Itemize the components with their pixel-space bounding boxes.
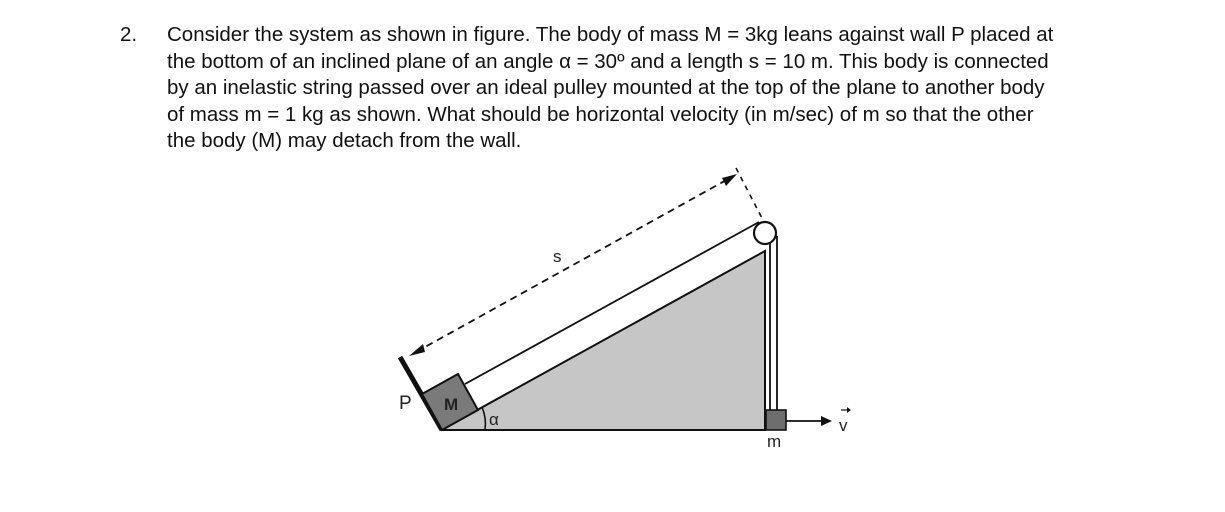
label-v: v (839, 416, 848, 435)
question-number: 2. (120, 23, 138, 46)
label-small-m: m (767, 432, 782, 451)
question-line: by an inelastic string passed over an ideal pulley mounted at the top of the plane to another body (167, 76, 1045, 99)
question-line: of mass m = 1 kg as shown. What should be horizontal velocity (in m/sec) of m so that the other (167, 102, 1034, 126)
question-line: the bottom of an inclined plane of an angle α = 30º and a length s = 10 m. This body is connected (167, 49, 1049, 73)
vector-bar-tip (847, 407, 851, 413)
arrowhead-upper (722, 174, 737, 186)
question-line: the body (M) may detach from the wall. (167, 129, 522, 152)
label-big-m: M (444, 395, 459, 414)
pulley (754, 222, 776, 244)
label-alpha: α (489, 410, 499, 429)
inclined-plane (441, 251, 765, 430)
extension-line (736, 168, 764, 222)
question-line: Consider the system as shown in figure. The body of mass M = 3kg leans against wall P placed at (167, 23, 1054, 46)
block-m-small (766, 410, 786, 430)
velocity-arrowhead (821, 416, 832, 426)
arrowhead-lower (409, 344, 425, 356)
label-s: s (553, 247, 562, 266)
label-p: P (399, 393, 412, 414)
